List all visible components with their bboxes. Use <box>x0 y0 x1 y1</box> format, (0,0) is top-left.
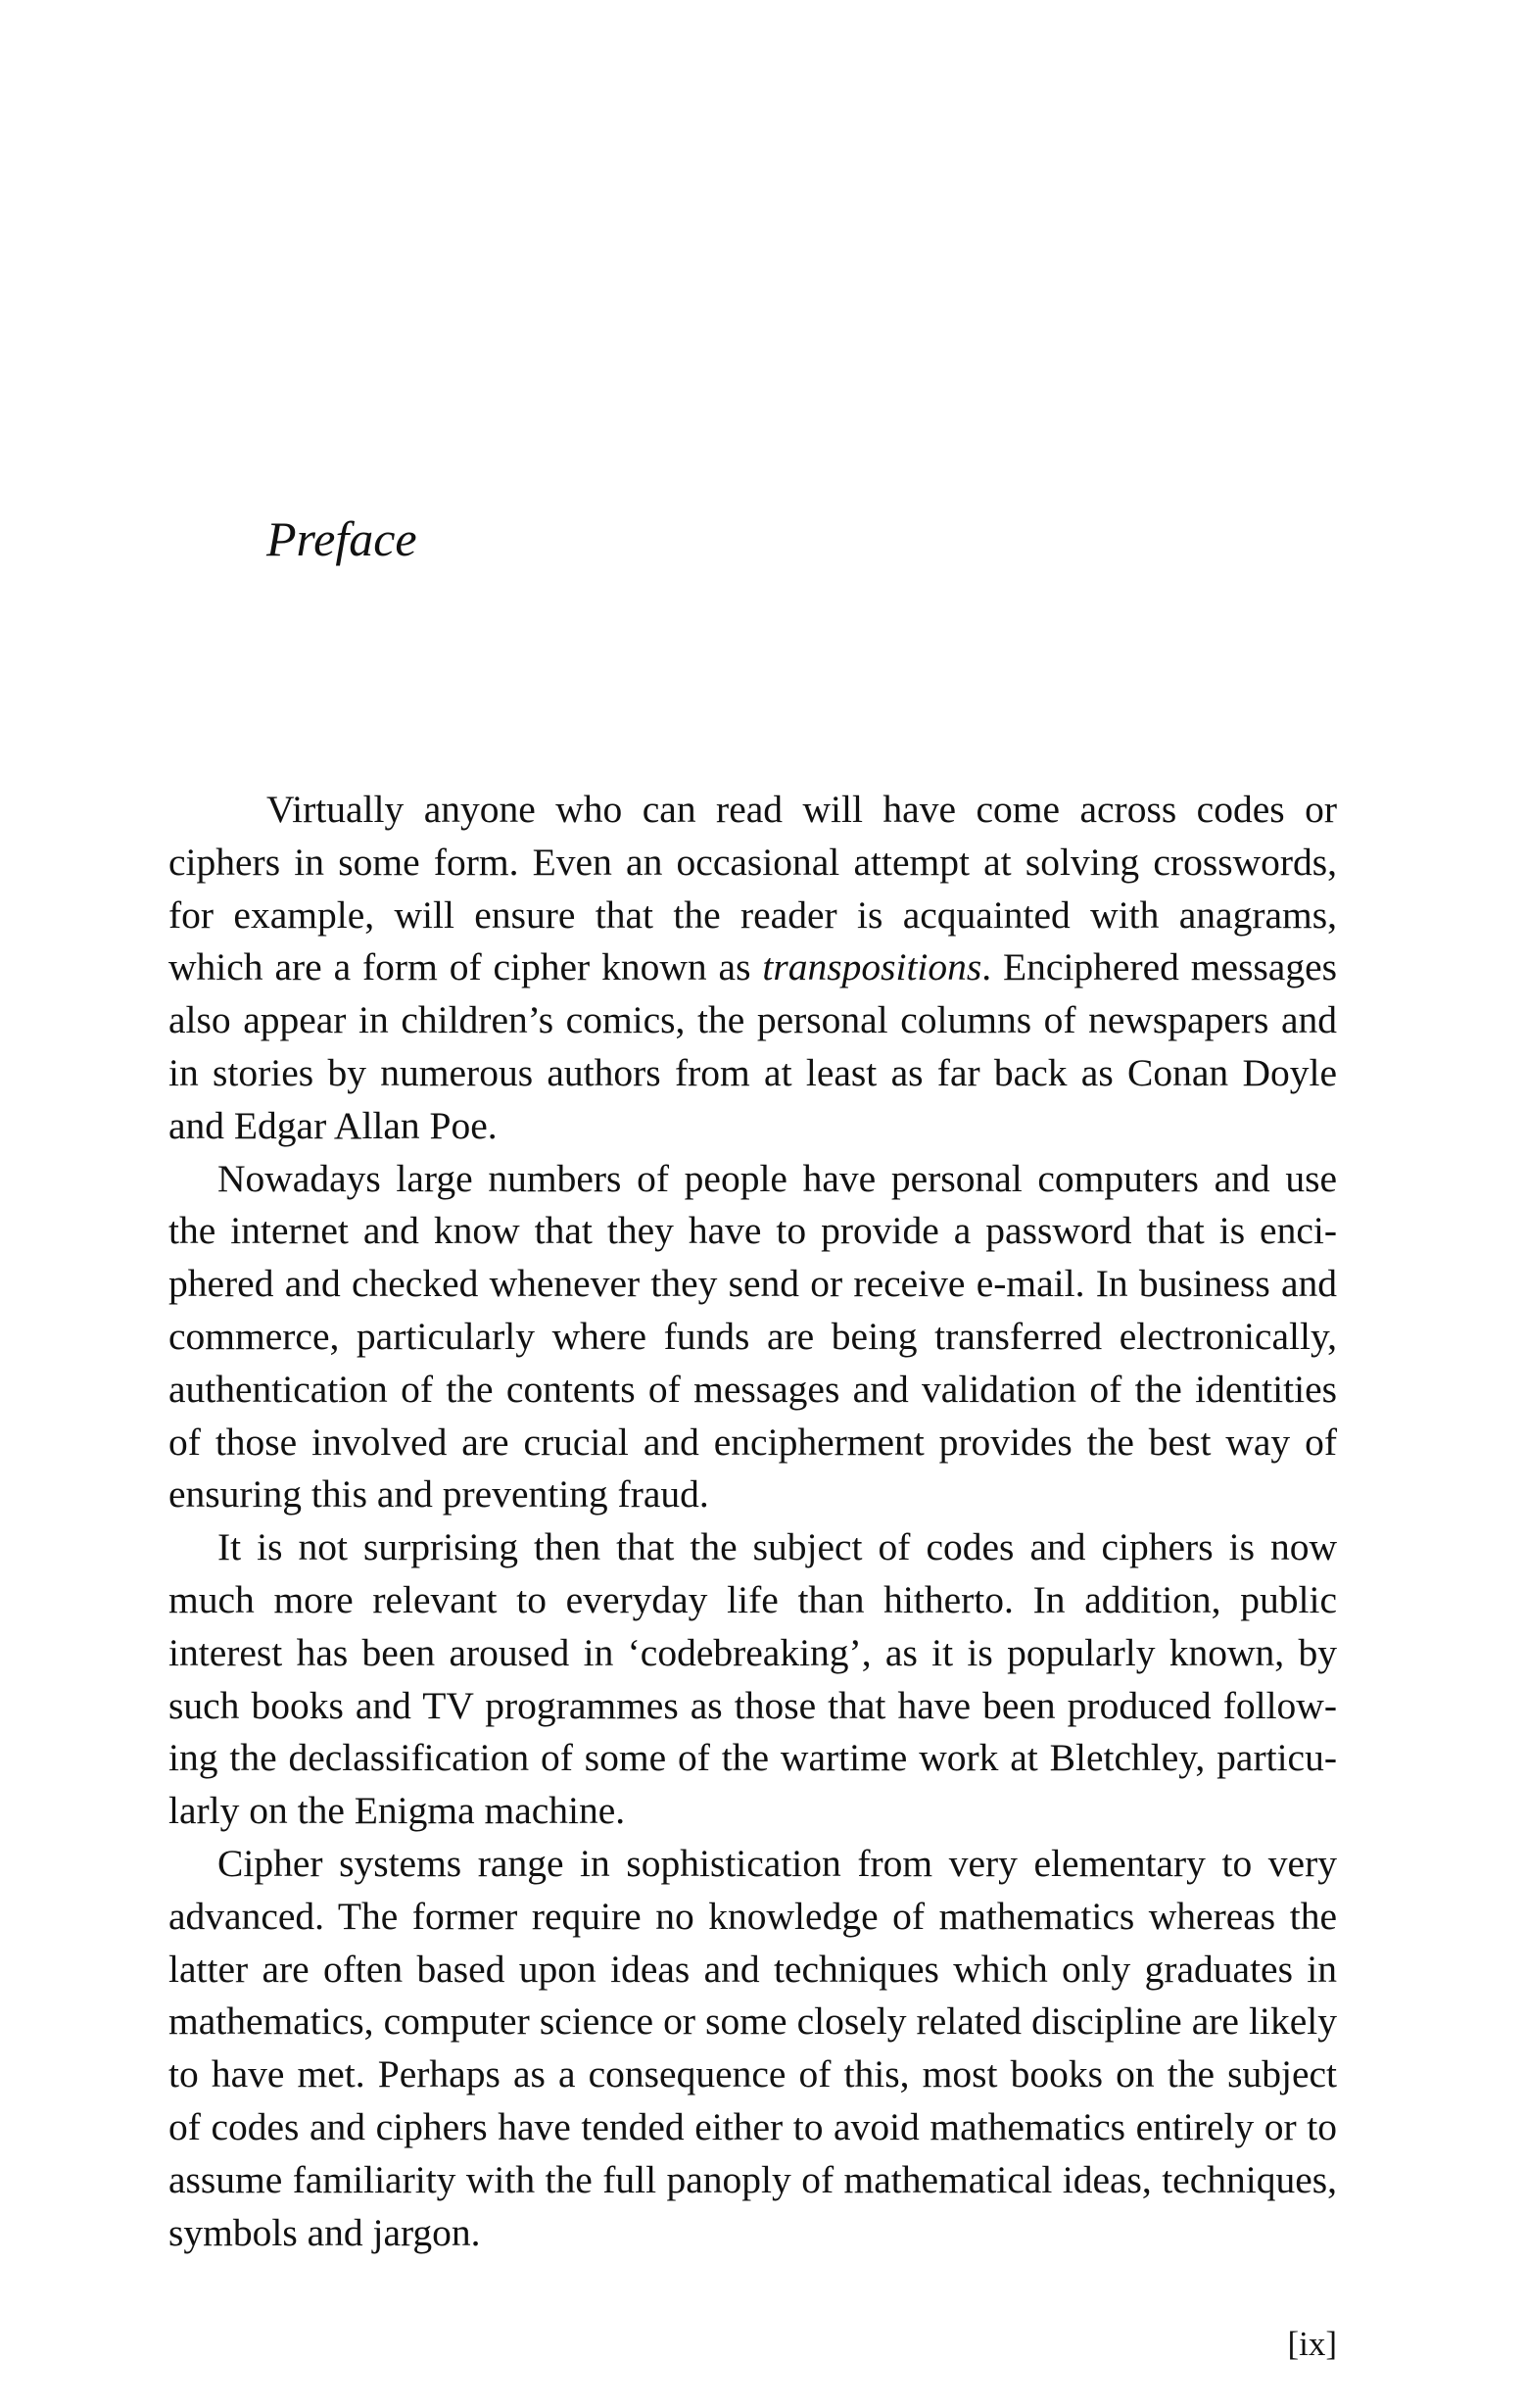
paragraph-4: Cipher systems range in sophistication from very elementary to very advanced. The former require no knowledge of mathematics whereas the latter are often based upon ideas and techniques which only graduates in mathematics, computer science or some closely related discipline are likely to have met. Perhaps as a consequence of this, most books on the subject of codes and ciphers have tended either to avoid mathematics entirely or to assume familiarity with the full panoply of mathematical ideas, techniques, symbols and jargon. <box>168 1841 1337 2254</box>
paragraph-3: It is not surprising then that the subject of codes and ciphers is now much more relevant to everyday life than hitherto. In addition, public interest has been aroused in ‘codebreaking’, as it is popularly known, by such books and TV programmes as those that have been produced following the declassification of some of the wartime work at Bletchley, particularly on the Enigma machine. <box>168 1525 1337 1833</box>
paragraph-1 <box>168 784 1337 1153</box>
body-text <box>168 784 1337 2259</box>
paragraph-1-emphasis: transpositions <box>762 945 982 989</box>
paragraph-2: Nowadays large numbers of people have personal computers and use the internet and know that they have to provide a password that is enciphered and checked whenever they send or receive e-mail. In business and commerce, particularly where funds are being transferred electronically, authentication of the contents of messages and validation of the identities of those involved are crucial and encipherment provides the best way of ensuring this and preventing fraud. <box>168 1156 1337 1517</box>
chapter-title: Preface <box>266 511 417 566</box>
paragraph-1-after: . Enciphered messages also appear in children’s comics, the personal columns of newspapers and in stories by numerous authors from at least as far back as Conan Doyle and Edgar Allan Poe. <box>168 945 1337 1147</box>
page-number: [ix] <box>1287 2325 1337 2363</box>
paragraph-1-before: Virtually anyone who can read will have come across codes or ciphers in some form. Even an occasional attempt at solving crosswords, for example, will ensure that the reader is acquainted with anagrams, which are a form of cipher known as <box>168 788 1337 989</box>
